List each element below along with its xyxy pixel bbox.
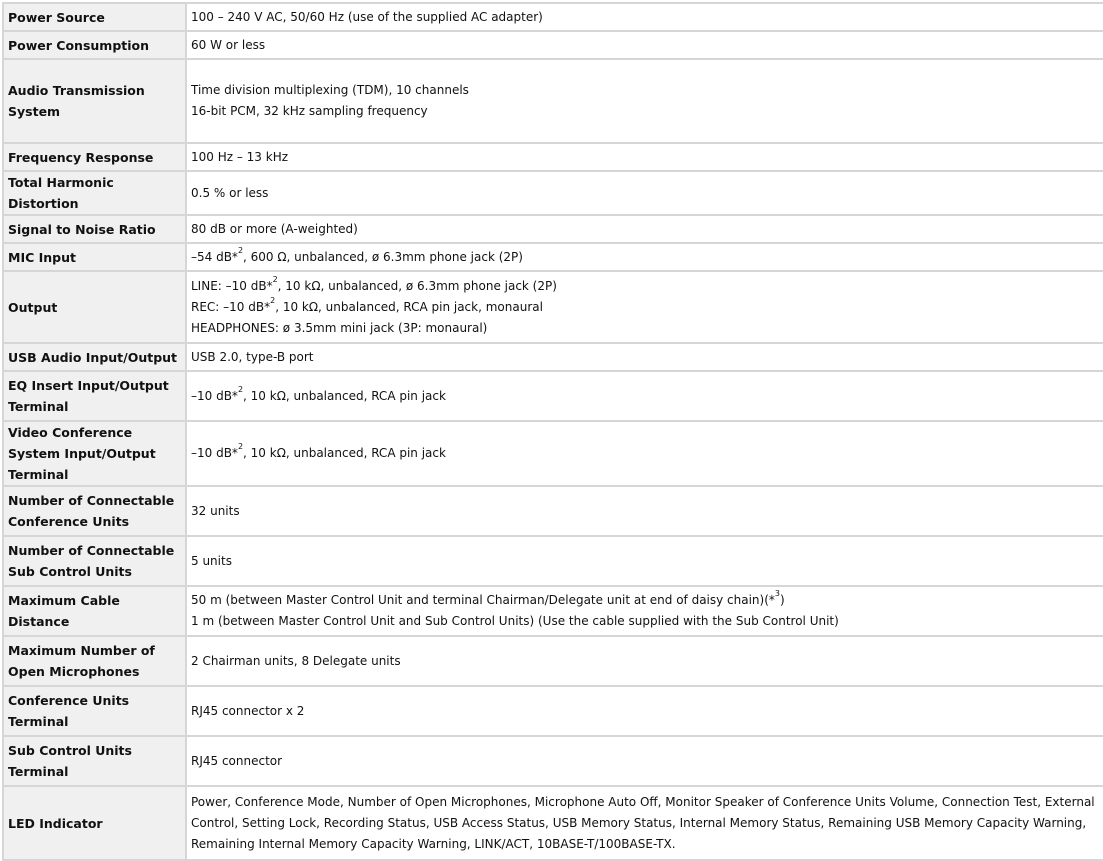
- row-value: [186, 536, 1103, 586]
- row-usb-audio: [3, 343, 1103, 371]
- row-video-conference: [3, 421, 1103, 486]
- row-label: Number of Connectable Conference Units: [3, 486, 186, 536]
- row-label: EQ Insert Input/Output Terminal: [3, 371, 186, 421]
- value-text: 50 m (between Master Control Unit and terminal Chairman/Delegate unit at end of daisy chain)(*: [191, 593, 775, 607]
- value-text: , 10 kΩ, unbalanced, RCA pin jack, monaural: [275, 299, 543, 314]
- value-paragraph: Power, Conference Mode, Number of Open Microphones, Microphone Auto Off, Monitor Speaker of Conference Units Volume, Connection Test, External Control, Setting Lock, Recording Status, USB Access Status, USB Memory Status, Internal Memory Status, Remaining USB Memory Capacity Warning, Remaining Internal Memory Capacity Warning, LINK/ACT, 10BASE-T/100BASE-TX.: [191, 794, 1095, 851]
- row-value: [186, 171, 1103, 215]
- row-value: [186, 786, 1103, 860]
- footnote-ref: 2: [270, 295, 276, 305]
- row-mic-input: [3, 243, 1103, 271]
- row-connectable-sub-control-units: [3, 536, 1103, 586]
- row-value: [186, 343, 1103, 371]
- value-line: [191, 443, 1103, 464]
- value-line: [191, 297, 1103, 318]
- value-line: [191, 386, 1103, 407]
- value-text: –10 dB*: [191, 388, 238, 403]
- value-text: , 600 Ω, unbalanced, ø 6.3mm phone jack (2P): [243, 249, 523, 264]
- value-line: RJ45 connector: [191, 753, 283, 768]
- row-label: Output: [3, 271, 186, 343]
- value-line: 100 Hz – 13 kHz: [191, 149, 289, 164]
- row-value: [186, 636, 1103, 686]
- value-text: LINE: –10 dB*: [191, 278, 273, 293]
- row-eq-insert: [3, 371, 1103, 421]
- value-line: Time division multiplexing (TDM), 10 channels: [191, 83, 469, 97]
- row-label: Signal to Noise Ratio: [3, 215, 186, 243]
- row-label: Video Conference System Input/Output Terminal: [3, 421, 186, 486]
- footnote-ref: 3: [774, 589, 780, 598]
- row-value: [186, 421, 1103, 486]
- row-max-open-microphones: [3, 636, 1103, 686]
- row-connectable-conference-units: [3, 486, 1103, 536]
- row-value: [186, 243, 1103, 271]
- row-label: Number of Connectable Sub Control Units: [3, 536, 186, 586]
- value-line: [191, 276, 1103, 297]
- value-text: , 10 kΩ, unbalanced, RCA pin jack: [243, 388, 446, 403]
- value-line: HEADPHONES: ø 3.5mm mini jack (3P: monaural): [191, 320, 488, 335]
- row-label: MIC Input: [3, 243, 186, 271]
- row-value: [186, 215, 1103, 243]
- value-line: [191, 247, 1103, 268]
- row-frequency-response: [3, 143, 1103, 171]
- row-label: Audio Transmission System: [3, 59, 186, 143]
- row-signal-to-noise: [3, 215, 1103, 243]
- footnote-ref: 2: [272, 274, 278, 284]
- row-label: Power Consumption: [3, 31, 186, 59]
- row-max-cable-distance: [3, 586, 1103, 636]
- row-output: [3, 271, 1103, 343]
- row-audio-transmission: [3, 59, 1103, 143]
- value-line: 16-bit PCM, 32 kHz sampling frequency: [191, 104, 428, 118]
- row-label: Sub Control Units Terminal: [3, 736, 186, 786]
- row-label: Maximum Number of Open Microphones: [3, 636, 186, 686]
- row-value: [186, 143, 1103, 171]
- value-line: 80 dB or more (A-weighted): [191, 221, 358, 236]
- row-label: Power Source: [3, 3, 186, 31]
- row-total-harmonic-distortion: [3, 171, 1103, 215]
- value-line: 1 m (between Master Control Unit and Sub Control Units) (Use the cable supplied with the Sub Control Unit): [191, 614, 839, 628]
- row-value: [186, 586, 1103, 636]
- value-text: , 10 kΩ, unbalanced, RCA pin jack: [243, 446, 446, 460]
- value-line: 32 units: [191, 503, 240, 518]
- row-value: [186, 271, 1103, 343]
- row-led-indicator: [3, 786, 1103, 860]
- value-line: [191, 590, 1103, 611]
- row-label: Frequency Response: [3, 143, 186, 171]
- spec-table: [2, 2, 1103, 861]
- row-label: Conference Units Terminal: [3, 686, 186, 736]
- value-text: , 10 kΩ, unbalanced, ø 6.3mm phone jack (2P): [277, 278, 557, 293]
- value-line: 100 – 240 V AC, 50/60 Hz (use of the supplied AC adapter): [191, 9, 543, 24]
- value-line: 60 W or less: [191, 37, 266, 52]
- row-value: [186, 371, 1103, 421]
- row-label: Total Harmonic Distortion: [3, 171, 186, 215]
- row-value: [186, 31, 1103, 59]
- row-label: Maximum Cable Distance: [3, 586, 186, 636]
- row-label: USB Audio Input/Output: [3, 343, 186, 371]
- value-line: 0.5 % or less: [191, 185, 269, 200]
- footnote-ref: 2: [237, 245, 244, 255]
- footnote-ref: 2: [237, 384, 244, 394]
- row-value: [186, 486, 1103, 536]
- row-value: [186, 736, 1103, 786]
- row-sub-control-units-terminal: [3, 736, 1103, 786]
- value-text: ): [780, 593, 785, 607]
- value-text: –54 dB*: [191, 249, 238, 264]
- footnote-ref: 2: [237, 442, 244, 451]
- value-text: REC: –10 dB*: [191, 299, 271, 314]
- row-label: LED Indicator: [3, 786, 186, 860]
- row-value: [186, 3, 1103, 31]
- row-power-source: [3, 3, 1103, 31]
- value-line: USB 2.0, type-B port: [191, 349, 314, 364]
- value-line: 2 Chairman units, 8 Delegate units: [191, 653, 401, 668]
- row-value: [186, 686, 1103, 736]
- value-line: RJ45 connector x 2: [191, 703, 305, 718]
- row-value: [186, 59, 1103, 143]
- row-conference-units-terminal: [3, 686, 1103, 736]
- row-power-consumption: [3, 31, 1103, 59]
- value-text: –10 dB*: [191, 446, 238, 460]
- value-line: 5 units: [191, 553, 232, 568]
